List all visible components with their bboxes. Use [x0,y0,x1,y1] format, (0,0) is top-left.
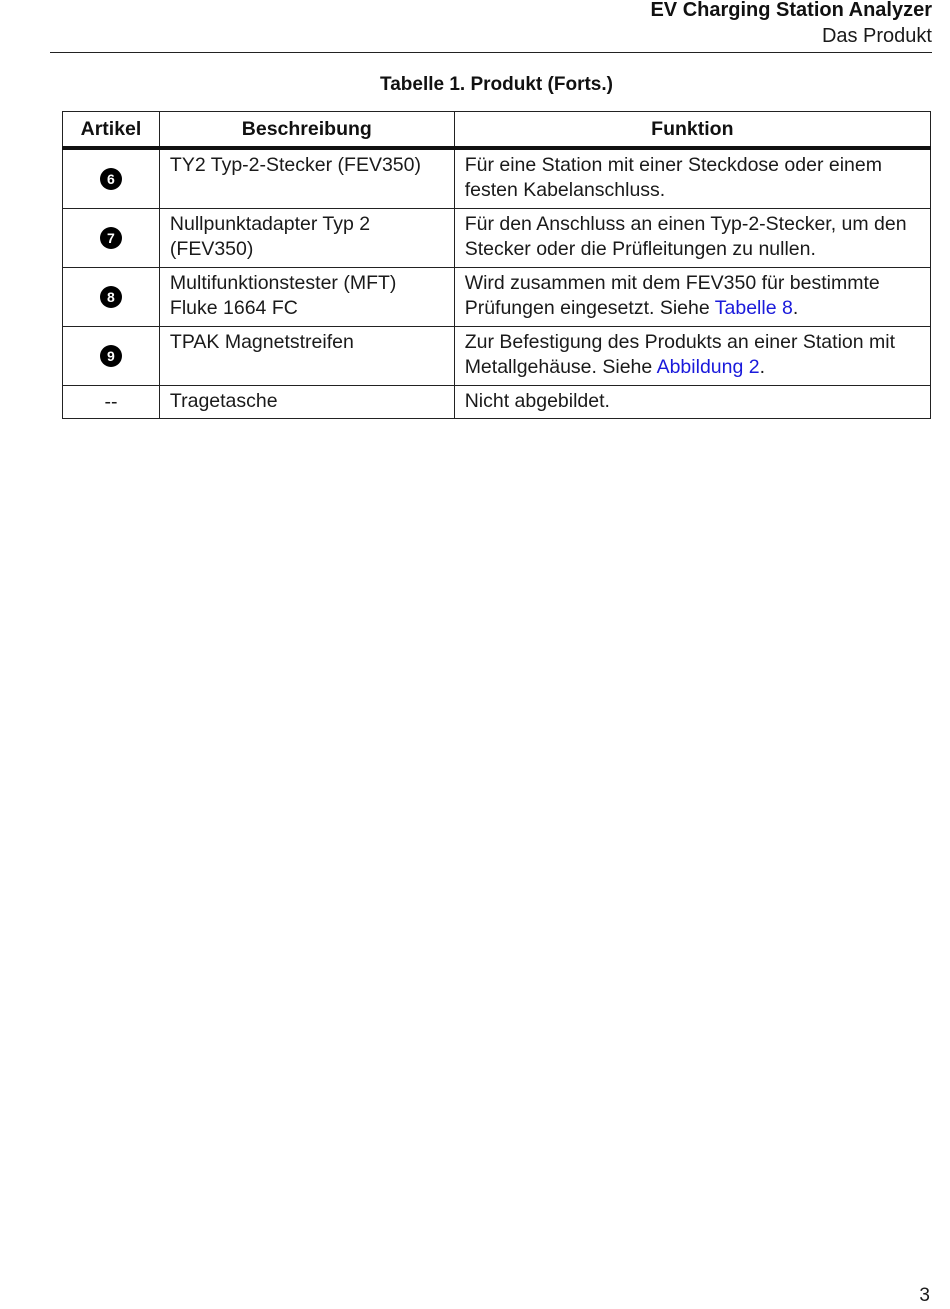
function-suffix: . [792,297,799,319]
description-cell: TPAK Magnetstreifen [159,327,454,386]
product-table [62,111,931,419]
description-cell: TY2 Typ-2-Stecker (FEV350) [159,148,454,209]
item-cell [63,268,160,327]
section-title: Das Produkt [821,25,932,47]
table-row [63,327,931,386]
item-number-badge: 8 [100,286,122,308]
item-cell [63,148,160,209]
description-cell: Nullpunktadapter Typ 2 (FEV350) [159,209,454,268]
item-number-badge: 7 [100,227,122,249]
table-row [63,148,931,209]
column-header-beschreibung: Beschreibung [159,112,454,149]
link-abbildung-2[interactable]: Abbildung 2 [656,356,760,378]
function-cell: Für eine Station mit einer Steckdose oder einem festen Kabelanschluss. [454,148,930,209]
description-cell: Tragetasche [159,386,454,419]
item-cell [63,209,160,268]
item-number-badge: 9 [100,345,122,367]
document-title: EV Charging Station Analyzer [650,0,932,21]
table-row [63,268,931,327]
description-line: Fluke 1664 FC [169,297,298,319]
description-cell [159,268,454,327]
item-cell [63,327,160,386]
header-divider [50,52,932,53]
page-header [650,0,932,49]
table-row [63,386,931,419]
table-row [63,209,931,268]
table-header-row [63,112,931,149]
function-cell: Für den Anschluss an einen Typ-2-Stecker, um den Stecker oder die Prüfleitungen zu nullen. [454,209,930,268]
table-caption: Tabelle 1. Produkt (Forts.) [380,74,613,95]
column-header-artikel: Artikel [63,112,160,149]
link-tabelle-8[interactable]: Tabelle 8 [714,297,793,319]
function-cell [454,268,930,327]
function-text: Zur Befestigung des Produkts an einer Station mit Metallgehäuse. Siehe [464,331,896,378]
function-cell: Nicht abgebildet. [454,386,930,419]
function-suffix: . [759,356,766,378]
description-line: Multifunktionstester (MFT) [169,272,397,294]
function-text: Wird zusammen mit dem FEV350 für bestimmte Prüfungen eingesetzt. Siehe [464,272,880,319]
item-cell: -- [63,386,160,419]
column-header-funktion: Funktion [454,112,930,149]
page-number: 3 [919,1285,930,1306]
function-cell [454,327,930,386]
item-number-badge: 6 [100,168,122,190]
